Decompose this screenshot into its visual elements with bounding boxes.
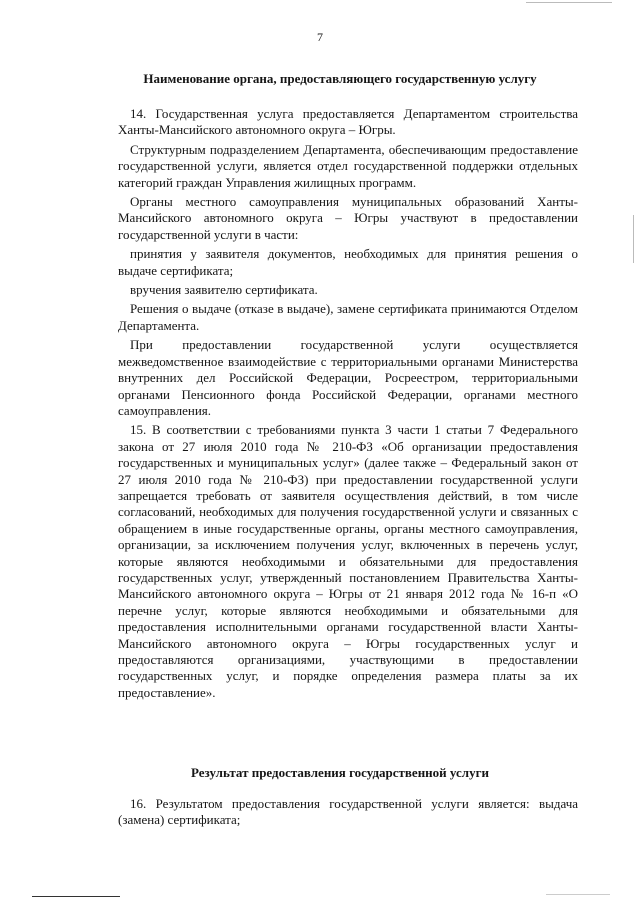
page-number: 7	[317, 30, 323, 44]
paragraph-accept-documents: принятия у заявителя документов, необходимых для принятия решения о выдаче сертификата;	[118, 246, 578, 278]
scan-artifact-top	[526, 2, 612, 3]
section-heading-result: Результат предоставления государственной услуги	[191, 765, 489, 780]
paragraph-decisions: Решения о выдаче (отказе в выдаче), замене сертификата принимаются Отделом Департамента.	[118, 301, 578, 333]
paragraph-local-authorities: Органы местного самоуправления муниципальных образований Ханты-Мансийского автономного округа – Югры участвуют в предоставлении государственной услуги в части:	[118, 194, 578, 242]
paragraph-14: 14. Государственная услуга предоставляется Департаментом строительства Ханты-Мансийского автономного округа – Югры.	[118, 106, 578, 138]
section-heading-authority: Наименование органа, предоставляющего государственную услугу	[143, 71, 537, 86]
paragraph-structural-unit: Структурным подразделением Департамента, обеспечивающим предоставление государственной услуги, является отдел государственной поддержки отдельных категорий граждан Управления жилищных программ.	[118, 141, 578, 190]
scan-artifact-bottom-right	[546, 894, 610, 895]
section-body-result	[118, 796, 578, 832]
paragraph-hand-over: вручения заявителю сертификата.	[130, 282, 318, 298]
scan-artifact-bottom-left	[32, 896, 120, 897]
section-body-authority	[118, 106, 578, 704]
paragraph-15: 15. В соответствии с требованиями пункта 3 части 1 статьи 7 Федерального закона от 27 июля 2010 года № 210-ФЗ «Об организации предоставления государственных и муниципальных услуг» (далее также – Федеральный закон от 27 июля 2010 года № 210-ФЗ) при предоставлении государственной услуги запрещается требовать от заявителя осуществления действий, в том числе согласований, необходимых для получения государственной услуги и связанных с обращением в иные государственные органы, органы местного самоуправления, организации, за исключением получения услуг, включенных в перечень услуг, которые являются необходимыми и обязательными для предоставления государственных услуг, утвержденный постановлением Правительства Ханты-Мансийского автономного округа – Югры от 21 января 2012 года № 16-п «О перечне услуг, которые являются необходимыми и обязательными для предоставления исполнительными органами государственной власти Ханты-Мансийского автономного округа – Югры государственных услуг и предоставляются организациями, участвующими в предоставлении государственных услуг, и порядке определения размера платы за их предоставление».	[118, 422, 578, 700]
scan-artifact-margin	[633, 215, 634, 263]
paragraph-interaction: При предоставлении государственной услуги осуществляется межведомственное взаимодействие с территориальными органами Министерства внутренних дел Российской Федерации, Росреестром, территориальными органами Пенсионного фонда Российской Федерации, органами местного самоуправления.	[118, 337, 578, 418]
paragraph-16: 16. Результатом предоставления государственной услуги является: выдача (замена) сертификата;	[118, 796, 578, 828]
